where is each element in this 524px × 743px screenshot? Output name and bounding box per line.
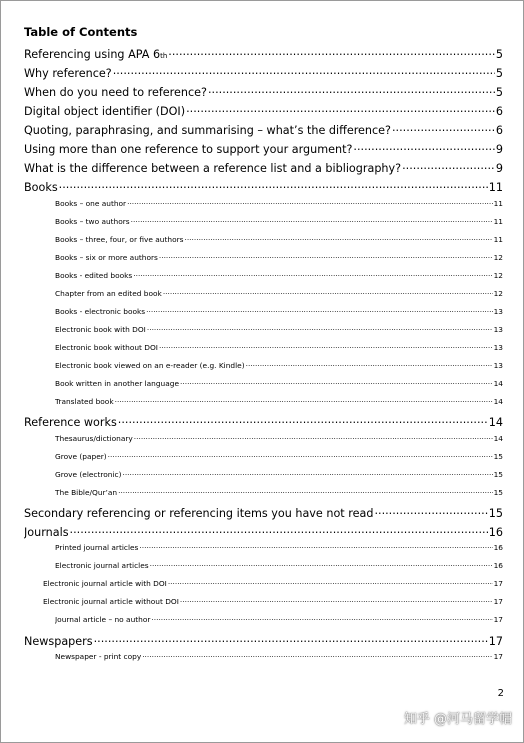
toc-entry-page: 15 bbox=[493, 470, 503, 480]
dot-leader bbox=[150, 561, 493, 568]
toc-entry-page: 13 bbox=[493, 343, 503, 353]
dot-leader bbox=[142, 652, 492, 659]
toc-entry-label: Electronic journal article with DOI bbox=[43, 579, 167, 589]
toc-entry-label: Electronic book without DOI bbox=[55, 343, 158, 353]
toc-heading: Table of Contents bbox=[24, 25, 138, 39]
toc-entry[interactable] bbox=[43, 597, 503, 607]
toc-entry-page: 14 bbox=[493, 397, 503, 407]
toc-entry[interactable] bbox=[55, 217, 503, 227]
toc-entry[interactable] bbox=[55, 434, 503, 444]
toc-entry-label: Books bbox=[24, 181, 58, 195]
toc-entry[interactable] bbox=[24, 161, 503, 176]
toc-entry-page: 11 bbox=[488, 181, 503, 195]
dot-leader bbox=[59, 180, 488, 191]
dot-leader bbox=[159, 343, 493, 350]
toc-entry-page: 17 bbox=[493, 597, 503, 607]
toc-entry-page: 13 bbox=[493, 325, 503, 335]
dot-leader bbox=[134, 434, 493, 441]
dot-leader bbox=[402, 161, 495, 172]
toc-entry[interactable] bbox=[55, 325, 503, 335]
toc-entry-page: 11 bbox=[493, 235, 503, 245]
toc-entry-page: 6 bbox=[495, 124, 503, 138]
toc-entry[interactable] bbox=[55, 561, 503, 571]
toc-entry-label: What is the difference between a reference list and a bibliography? bbox=[24, 162, 402, 176]
toc-entry-page: 13 bbox=[493, 307, 503, 317]
toc-entry[interactable] bbox=[24, 104, 503, 119]
toc-entry-label: When do you need to reference? bbox=[24, 86, 207, 100]
toc-entry-label: Journal article – no author bbox=[55, 615, 151, 625]
toc-entry[interactable] bbox=[24, 66, 503, 81]
toc-entry[interactable] bbox=[55, 543, 503, 553]
dot-leader bbox=[113, 66, 495, 77]
toc-entry-label: Referencing using APA 6 bbox=[24, 48, 161, 62]
toc-entry-page: 14 bbox=[493, 379, 503, 389]
toc-entry-label: Newspaper - print copy bbox=[55, 652, 142, 662]
toc-entry-page: 12 bbox=[493, 253, 503, 263]
dot-leader bbox=[186, 104, 495, 115]
dot-leader bbox=[133, 271, 492, 278]
toc-entry[interactable] bbox=[55, 452, 503, 462]
dot-leader bbox=[208, 85, 495, 96]
toc-entry-page: 12 bbox=[493, 289, 503, 299]
dot-leader bbox=[163, 289, 493, 296]
toc-entry[interactable]: Referencing using APA 6 th ..... 5 bbox=[24, 47, 503, 62]
toc-entry-page: 11 bbox=[493, 217, 503, 227]
toc-entry[interactable] bbox=[55, 379, 503, 389]
toc-entry-label: Books - edited books bbox=[55, 271, 133, 281]
dot-leader bbox=[147, 325, 493, 332]
toc-entry-label: Using more than one reference to support your argument? bbox=[24, 143, 353, 157]
toc-entry-page: 9 bbox=[495, 162, 503, 176]
toc-entry-page: 11 bbox=[493, 199, 503, 209]
toc-entry-page: 9 bbox=[495, 143, 503, 157]
toc-entry[interactable] bbox=[24, 415, 503, 430]
dot-leader bbox=[374, 506, 487, 517]
dot-leader bbox=[115, 397, 493, 404]
dot-leader bbox=[246, 361, 493, 368]
toc-entry-label: Books – six or more authors bbox=[55, 253, 158, 263]
toc-entry-page: 14 bbox=[488, 416, 503, 430]
toc-entry[interactable] bbox=[24, 525, 503, 540]
toc-entry-label: Translated book bbox=[55, 397, 114, 407]
dot-leader bbox=[180, 379, 493, 386]
toc-entry[interactable] bbox=[55, 361, 503, 371]
toc-entry[interactable] bbox=[55, 199, 503, 209]
toc-entry[interactable] bbox=[55, 652, 503, 662]
toc-entry-label: Books - electronic books bbox=[55, 307, 146, 317]
toc-entry-label: Electronic journal article without DOI bbox=[43, 597, 179, 607]
toc-entry[interactable] bbox=[43, 579, 503, 589]
toc-entry-page: 16 bbox=[493, 561, 503, 571]
toc-entry-page: 16 bbox=[488, 526, 503, 540]
toc-entry-label: Why reference? bbox=[24, 67, 112, 81]
toc-entry[interactable] bbox=[24, 123, 503, 138]
dot-leader bbox=[168, 579, 493, 586]
toc-entry[interactable] bbox=[55, 289, 503, 299]
toc-entry-page: 5 bbox=[495, 67, 503, 81]
dot-leader bbox=[108, 452, 493, 459]
toc-entry[interactable] bbox=[24, 506, 503, 521]
toc-entry-page: 17 bbox=[493, 652, 503, 662]
toc-entry-page: 15 bbox=[493, 488, 503, 498]
toc-entry[interactable] bbox=[55, 253, 503, 263]
toc-entry-page: 16 bbox=[493, 543, 503, 553]
toc-entry-page: 15 bbox=[488, 507, 503, 521]
toc-entry[interactable] bbox=[55, 343, 503, 353]
toc-entry-page: 5 bbox=[495, 48, 503, 62]
toc-entry-label: Reference works bbox=[24, 416, 117, 430]
toc-entry-label: Thesaurus/dictionary bbox=[55, 434, 133, 444]
dot-leader bbox=[184, 235, 492, 242]
toc-entry-label: Electronic journal articles bbox=[55, 561, 149, 571]
toc-entry-label: Journals bbox=[24, 526, 69, 540]
toc-entry-label: Grove (electronic) bbox=[55, 470, 122, 480]
dot-leader bbox=[94, 634, 488, 645]
toc-entry-label: Electronic book viewed on an e-reader (e.g. Kindle) bbox=[55, 361, 245, 371]
dot-leader bbox=[146, 307, 492, 314]
toc-entry-label: Newspapers bbox=[24, 635, 93, 649]
toc-entry[interactable] bbox=[55, 615, 503, 625]
toc-entry-label: Secondary referencing or referencing items you have not read bbox=[24, 507, 374, 521]
dot-leader bbox=[118, 488, 492, 495]
toc-entry[interactable] bbox=[24, 634, 503, 649]
dot-leader bbox=[118, 415, 488, 426]
dot-leader bbox=[122, 470, 492, 477]
toc-entry[interactable] bbox=[24, 142, 503, 157]
toc-entry-label: Book written in another language bbox=[55, 379, 180, 389]
dot-leader bbox=[70, 525, 488, 536]
toc-entry-page: 12 bbox=[493, 271, 503, 281]
dot-leader bbox=[159, 253, 493, 260]
toc-entry-label: The Bible/Qur’an bbox=[55, 488, 118, 498]
toc-entry[interactable] bbox=[55, 397, 503, 407]
toc-entry-page: 13 bbox=[493, 361, 503, 371]
toc-entry-page: 5 bbox=[495, 86, 503, 100]
toc-entry[interactable] bbox=[55, 470, 503, 480]
toc-entry[interactable] bbox=[55, 488, 503, 498]
toc-entry-label: Grove (paper) bbox=[55, 452, 107, 462]
toc-entry-label: Books – one author bbox=[55, 199, 127, 209]
dot-leader bbox=[180, 597, 493, 604]
page-number: 2 bbox=[497, 688, 504, 699]
watermark: 知乎 @河马留学帽 bbox=[403, 712, 512, 727]
toc-entry-page: 17 bbox=[488, 635, 503, 649]
toc-entry-label: Digital object identifier (DOI) bbox=[24, 105, 186, 119]
dot-leader bbox=[353, 142, 494, 153]
toc-entry[interactable] bbox=[55, 235, 503, 245]
toc-entry-label: Books – two authors bbox=[55, 217, 130, 227]
toc-entry-page: 17 bbox=[493, 615, 503, 625]
toc-entry[interactable] bbox=[55, 307, 503, 317]
toc-entry-label: Electronic book with DOI bbox=[55, 325, 146, 335]
dot-leader bbox=[168, 47, 495, 58]
dot-leader bbox=[392, 123, 495, 134]
toc-entry[interactable] bbox=[24, 180, 503, 195]
toc-entry-page: 6 bbox=[495, 105, 503, 119]
toc-entry-label: Printed journal articles bbox=[55, 543, 139, 553]
toc-entry-page: 17 bbox=[493, 579, 503, 589]
toc-entry-page: 14 bbox=[493, 434, 503, 444]
dot-leader bbox=[131, 217, 493, 224]
dot-leader bbox=[151, 615, 492, 622]
dot-leader bbox=[127, 199, 492, 206]
toc-entry[interactable] bbox=[24, 85, 503, 100]
toc-entry-page: 15 bbox=[493, 452, 503, 462]
toc-entry[interactable] bbox=[55, 271, 503, 281]
dot-leader bbox=[139, 543, 492, 550]
toc-entry-label: Chapter from an edited book bbox=[55, 289, 162, 299]
toc-entry-label: Quoting, paraphrasing, and summarising – what’s the difference? bbox=[24, 124, 391, 138]
toc-entry-label: Books – three, four, or five authors bbox=[55, 235, 184, 245]
